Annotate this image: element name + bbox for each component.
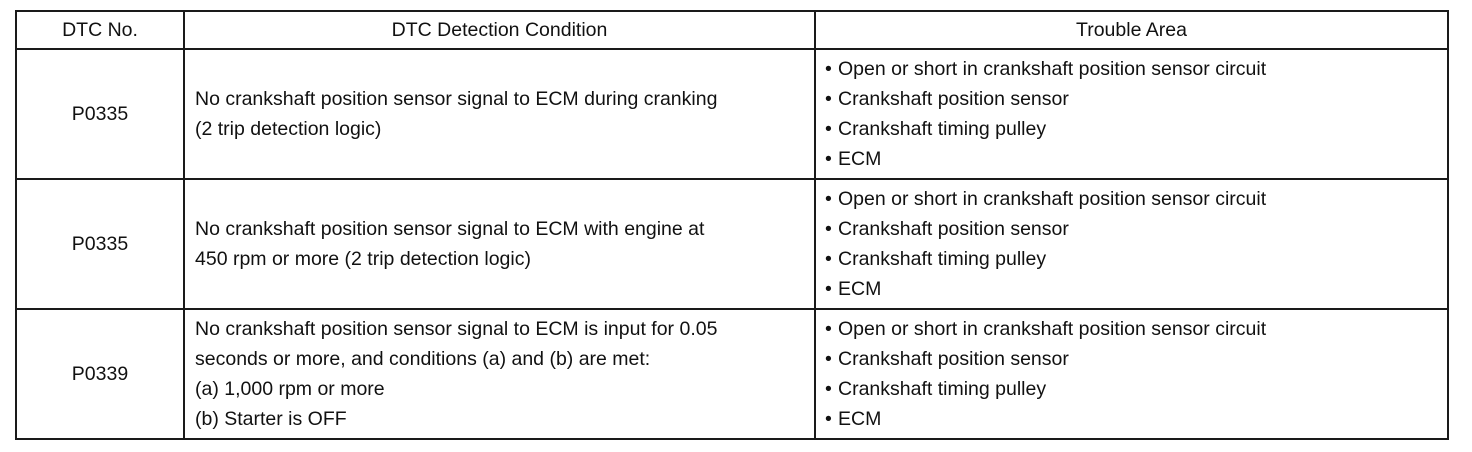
trouble-area-text: Crankshaft position sensor [838,88,1069,110]
detection-condition-cell [184,49,815,179]
bullet-icon: • [825,408,832,430]
list-item [825,244,1447,274]
condition-line: seconds or more, and conditions (a) and (b) are met: [195,348,651,370]
bullet-icon: • [825,248,832,270]
bullet-icon: • [825,148,832,170]
trouble-area-text: Crankshaft timing pulley [838,248,1047,270]
trouble-area-cell [815,49,1448,179]
trouble-area-list [825,184,1447,304]
trouble-area-text: Open or short in crankshaft position sensor circuit [838,58,1267,80]
bullet-icon: • [825,58,832,80]
trouble-area-text: Crankshaft position sensor [838,348,1069,370]
condition-line: (2 trip detection logic) [195,118,382,140]
list-item [825,314,1447,344]
bullet-icon: • [825,218,832,240]
detection-condition-cell [184,179,815,309]
detection-condition-cell [184,309,815,439]
dtc-table [15,10,1449,440]
bullet-icon: • [825,88,832,110]
list-item [825,374,1447,404]
trouble-area-text: Open or short in crankshaft position sensor circuit [838,188,1267,210]
bullet-icon: • [825,278,832,300]
table-row [16,179,1448,309]
trouble-area-text: ECM [838,148,882,170]
list-item [825,184,1447,214]
list-item [825,214,1447,244]
list-item [825,54,1447,84]
bullet-icon: • [825,378,832,400]
trouble-area-cell [815,309,1448,439]
trouble-area-text: Crankshaft timing pulley [838,118,1047,140]
trouble-area-text: Open or short in crankshaft position sensor circuit [838,318,1267,340]
trouble-area-cell [815,179,1448,309]
trouble-area-list [825,54,1447,174]
bullet-icon: • [825,318,832,340]
table-row [16,309,1448,439]
condition-line: No crankshaft position sensor signal to ECM with engine at [195,218,705,240]
table-row [16,49,1448,179]
condition-line: No crankshaft position sensor signal to ECM is input for 0.05 [195,318,718,340]
header-row [16,11,1448,49]
list-item [825,84,1447,114]
header-trouble-area: Trouble Area [815,11,1448,49]
list-item [825,404,1447,434]
header-detection-condition: DTC Detection Condition [184,11,815,49]
bullet-icon: • [825,188,832,210]
condition-line: (a) 1,000 rpm or more [195,378,385,400]
dtc-code-cell: P0339 [16,309,184,439]
header-dtc-no: DTC No. [16,11,184,49]
condition-line: No crankshaft position sensor signal to ECM during cranking [195,88,718,110]
trouble-area-text: Crankshaft timing pulley [838,378,1047,400]
bullet-icon: • [825,348,832,370]
trouble-area-text: Crankshaft position sensor [838,218,1069,240]
list-item [825,344,1447,374]
list-item [825,274,1447,304]
trouble-area-list [825,314,1447,434]
trouble-area-text: ECM [838,278,882,300]
list-item [825,114,1447,144]
condition-line: (b) Starter is OFF [195,408,347,430]
list-item [825,144,1447,174]
condition-line: 450 rpm or more (2 trip detection logic) [195,248,531,270]
dtc-code-cell: P0335 [16,179,184,309]
dtc-code-cell: P0335 [16,49,184,179]
trouble-area-text: ECM [838,408,882,430]
bullet-icon: • [825,118,832,140]
